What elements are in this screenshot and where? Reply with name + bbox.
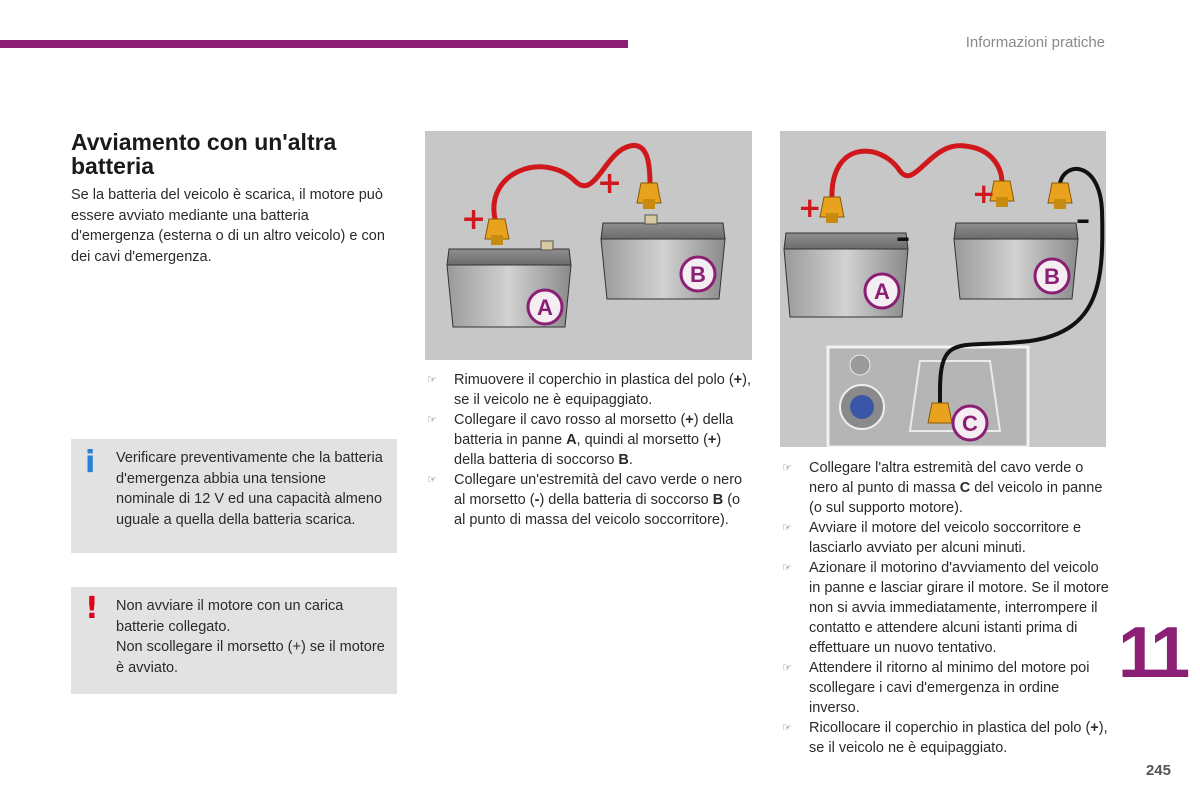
page-title: Avviamento con un'altra batteria	[71, 129, 337, 179]
plus-sign-a: +	[798, 191, 822, 224]
steps-list-1	[425, 370, 755, 530]
intro-paragraph: Se la batteria del veicolo è scarica, il motore può essere avviato mediante una batteria d'emergenza (esterna o di un altro veicolo) e con dei cavi d'emergenza.	[71, 187, 385, 265]
step-text: Rimuovere il coperchio in plastica del polo (+), se il veicolo ne è equipaggiato.	[454, 372, 751, 408]
pointing-hand-icon: ☞	[782, 721, 792, 734]
step-item	[780, 458, 1110, 518]
step-item	[780, 718, 1110, 758]
pointing-hand-icon: ☞	[427, 473, 437, 486]
step-text: Ricollocare il coperchio in plastica del polo (+), se il veicolo ne è equipaggiato.	[809, 720, 1108, 756]
plus-sign-b: +	[972, 177, 996, 210]
battery-b-label: B	[690, 262, 706, 287]
clamp-b-negative	[1048, 183, 1072, 209]
warning-text	[116, 596, 386, 678]
step-text: Collegare un'estremità del cavo verde o nero al morsetto (-) della batteria di soccorso B (o al punto di massa del veicolo soccorritore).	[454, 472, 743, 528]
header-accent-bar	[0, 40, 628, 48]
step-item	[425, 470, 755, 530]
step-text: Collegare il cavo rosso al morsetto (+) della batteria in panne A, quindi al morsetto (+) della batteria di soccorso B.	[454, 412, 734, 468]
warning-line-1: Non avviare il motore con un carica batterie collegato.	[116, 598, 344, 635]
step-text: Avviare il motore del veicolo soccorritore e lasciarlo avviato per alcuni minuti.	[809, 520, 1082, 556]
pointing-hand-icon: ☞	[782, 661, 792, 674]
section-title: Informazioni pratiche	[965, 34, 1105, 51]
plus-sign-b: +	[597, 166, 623, 201]
step-text: Attendere il ritorno al minimo del motore poi scollegare i cavi d'emergenza in ordine inverso.	[809, 660, 1090, 716]
red-cable	[494, 145, 650, 219]
step-text: Collegare l'altra estremità del cavo verde o nero al punto di massa C del veicolo in panne (o sul supporto motore).	[809, 460, 1103, 516]
step-item	[780, 658, 1110, 718]
info-icon: i	[85, 445, 96, 480]
clamp-a-positive	[485, 219, 509, 245]
page-number: 245	[1145, 762, 1171, 779]
steps-list-2	[780, 458, 1110, 758]
minus-sign-b: –	[1076, 203, 1090, 236]
pointing-hand-icon: ☞	[782, 461, 792, 474]
chapter-number: 11	[1118, 613, 1187, 693]
pointing-hand-icon: ☞	[782, 561, 792, 574]
warning-line-2: Non scollegare il morsetto (+) se il motore è avviato.	[116, 639, 385, 676]
clamp-c-ground	[928, 403, 952, 423]
figure-jump-start-step2	[780, 131, 1106, 447]
step-item	[425, 370, 755, 410]
pointing-hand-icon: ☞	[427, 373, 437, 386]
warning-icon: !	[85, 591, 99, 626]
battery-a-label: A	[537, 295, 553, 320]
pointing-hand-icon: ☞	[782, 521, 792, 534]
info-text: Verificare preventivamente che la batteria d'emergenza abbia una tensione nominale di 12 V ed una capacità almeno uguale a quella della batteria scarica.	[116, 450, 383, 528]
step-text: Azionare il motorino d'avviamento del veicolo in panne e lasciar girare il motore. Se il motore non si avvia immediatamente, interrompere il contatto e attendere alcuni istanti prima di effettuare un nuovo tentativo.	[809, 560, 1109, 656]
clamp-b-positive	[637, 183, 661, 209]
warning-box	[71, 587, 397, 694]
step-item	[425, 410, 755, 470]
figure-jump-start-step1	[425, 131, 752, 360]
ground-point-c-label: C	[962, 411, 978, 436]
info-box	[71, 439, 397, 553]
step-item	[780, 558, 1110, 658]
battery-b-label: B	[1044, 264, 1060, 289]
step-item	[780, 518, 1110, 558]
minus-sign-a: –	[896, 221, 910, 254]
plus-sign-a: +	[461, 202, 487, 237]
clamp-a-positive	[820, 197, 844, 223]
battery-a-label: A	[874, 279, 890, 304]
pointing-hand-icon: ☞	[427, 413, 437, 426]
